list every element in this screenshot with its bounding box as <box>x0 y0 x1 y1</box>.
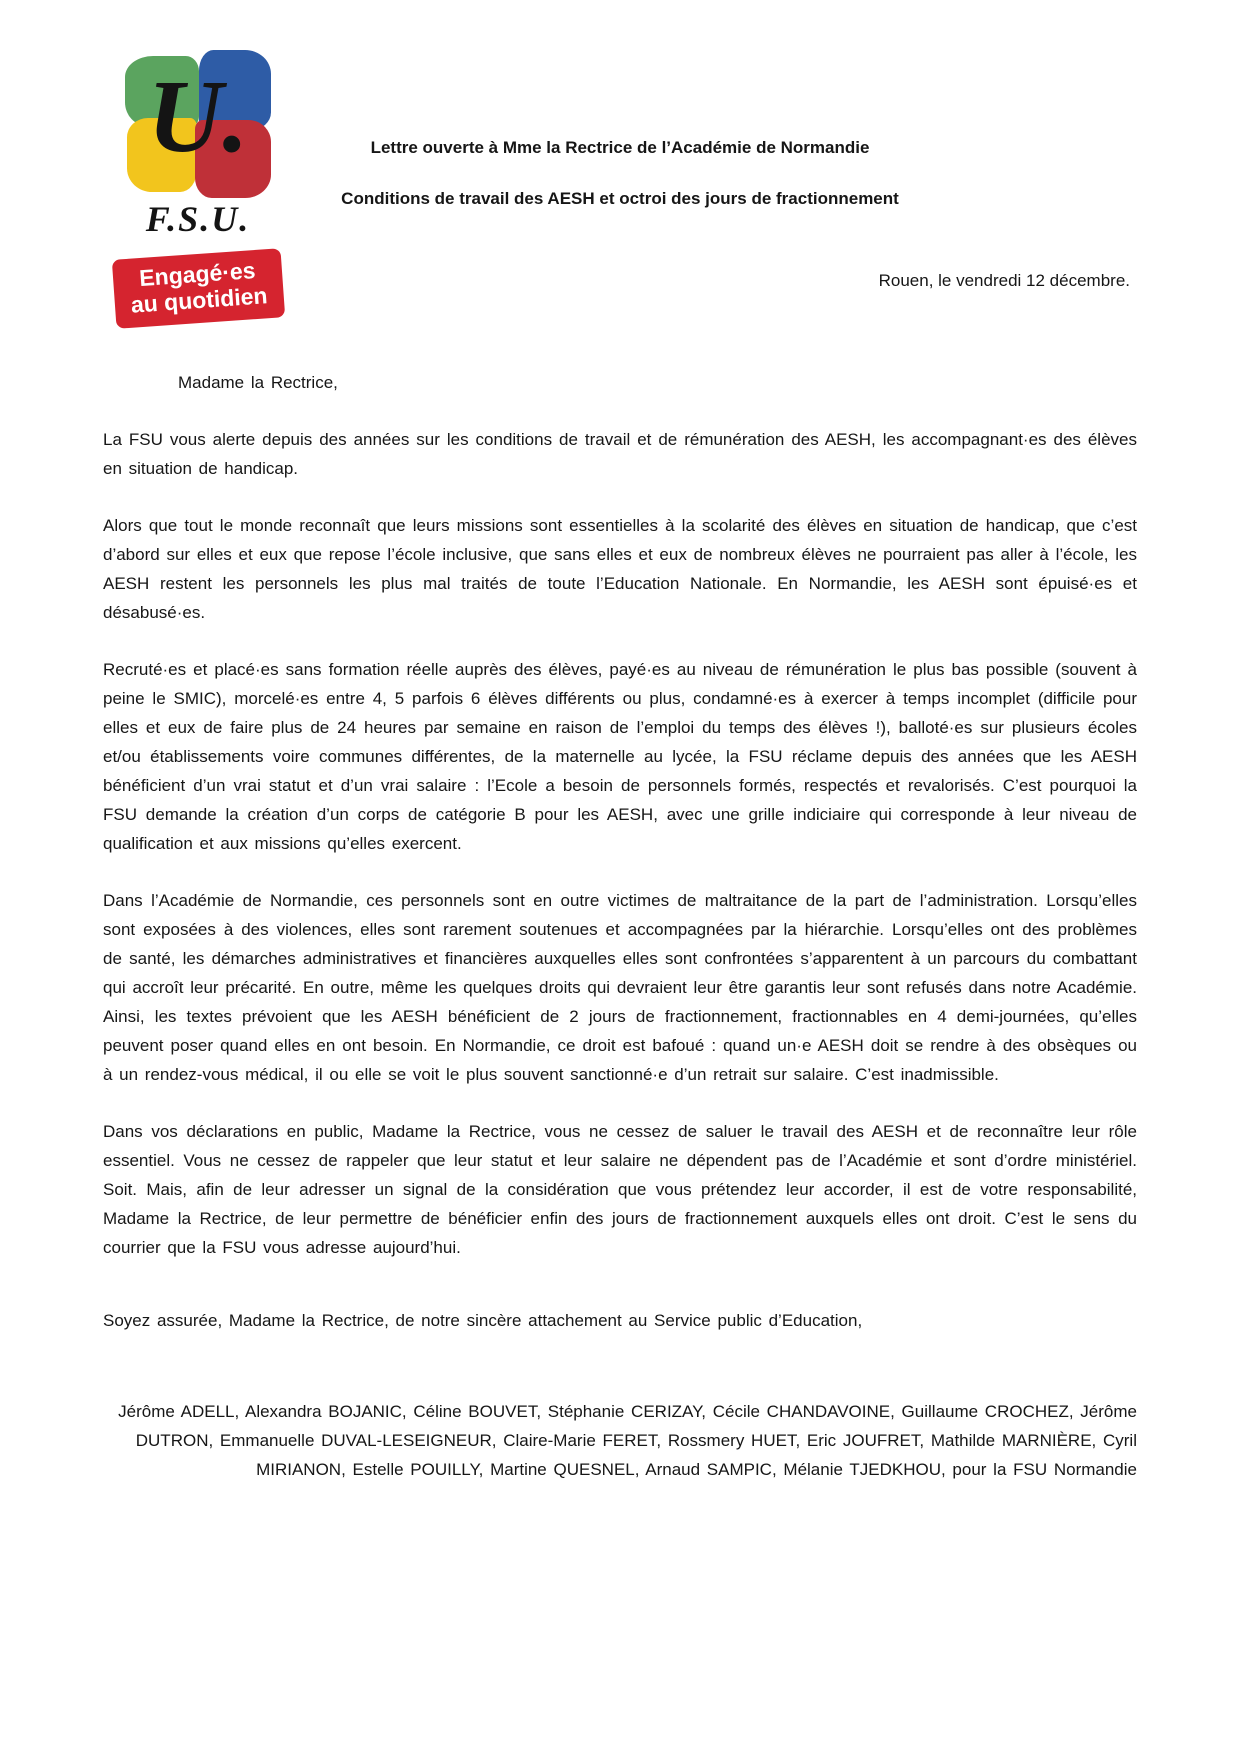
letter-body <box>0 368 1240 1484</box>
fsu-logo-mark <box>125 50 271 194</box>
letter-title-line1: Lettre ouverte à Mme la Rectrice de l’Académie de Normandie <box>370 138 870 157</box>
signatures-block: Jérôme ADELL, Alexandra BOJANIC, Céline BOUVET, Stéphanie CERIZAY, Cécile CHANDAVOINE, Guillaume CROCHEZ, Jérôme DUTRON, Emmanuelle DUVAL-LESEIGNEUR, Claire-Marie FERET, Rossmery HUET, Eric JOUFRET, Mathilde MARNIÈRE, Cyril MIRIANON, Estelle POUILLY, Martine QUESNEL, Arnaud SAMPIC, Mélanie TJEDKHOU, pour la FSU Normandie <box>118 1402 1137 1479</box>
badge-line2: au quotidien <box>129 282 268 319</box>
engagees-badge <box>111 248 284 328</box>
fsu-logo <box>108 50 288 323</box>
body-paragraph: Recruté·es et placé·es sans formation réelle auprès des élèves, payé·es au niveau de rémunération le plus bas possible (souvent à peine le SMIC), morcelé·es entre 4, 5 parfois 6 élèves différents ou plus, condamné·es à exercer à temps incomplet (difficile pour elles et eux de faire plus de 24 heures par semaine en raison de l’emploi du temps des élèves !), balloté·es sur plusieurs écoles et/ou établissements voire communes différentes, de la maternelle au lycée, la FSU réclame depuis des années que les AESH bénéficient d’un vrai statut et d’un vrai salaire : l’Ecole a besoin de personnels formés, respectés et revalorisés. C’est pourquoi la FSU demande la création d’un corps de catégorie B pour les AESH, avec une grille indiciaire qui corresponde à leur niveau de qualification et aux missions qu’elles exercent. <box>103 660 1137 853</box>
closing-line: Soyez assurée, Madame la Rectrice, de notre sincère attachement au Service public d’Education, <box>103 1311 863 1330</box>
date-line: Rouen, le vendredi 12 décembre. <box>878 271 1130 290</box>
letter-header <box>0 0 1240 348</box>
body-paragraph: Dans vos déclarations en public, Madame la Rectrice, vous ne cessez de saluer le travail des AESH et de reconnaître leur rôle essentiel. Vous ne cessez de rappeler que leur statut et leur salaire ne dépendent pas de l’Académie et sont d’ordre ministériel. Soit. Mais, afin de leur adresser un signal de la considération que vous prétendez leur accorder, il est de votre responsabilité, Madame la Rectrice, de leur permettre de bénéficier enfin des jours de fractionnement auxquels elles ont droit. C’est le sens du courrier que la FSU vous adresse aujourd’hui. <box>103 1122 1137 1257</box>
body-paragraph: La FSU vous alerte depuis des années sur les conditions de travail et de rémunération des AESH, les accompagnant·es des élèves en situation de handicap. <box>103 430 1137 478</box>
logo-u-letter: U. <box>147 59 249 174</box>
greeting: Madame la Rectrice, <box>178 373 338 392</box>
body-paragraph: Alors que tout le monde reconnaît que leurs missions sont essentielles à la scolarité des élèves en situation de handicap, que c’est d’abord sur elles et eux que repose l’école inclusive, que sans elles et eux de nombreux élèves ne pourraient pas aller à l’école, les AESH restent les personnels les plus mal traités de toute l’Education Nationale. En Normandie, les AESH sont épuisé·es et désabusé·es. <box>103 516 1137 622</box>
logo-org-name: F.S.U. <box>145 199 251 239</box>
body-paragraph: Dans l’Académie de Normandie, ces personnels sont en outre victimes de maltraitance de la part de l’administration. Lorsqu’elles sont exposées à des violences, elles sont rarement soutenues et accompagnées par la hiérarchie. Lorsqu’elles ont des problèmes de santé, les démarches administratives et financières auxquelles elles sont confrontées s’apparentent à un parcours du combattant qui accroît leur précarité. En outre, même les quelques droits qui devraient leur être garantis leur sont refusés dans notre Académie. Ainsi, les textes prévoient que les AESH bénéficient de 2 jours de fractionnement, fractionnables en 4 demi-journées, qu’elles peuvent poser quand elles en ont besoin. En Normandie, ce droit est bafoué : quand un·e AESH doit se rendre à des obsèques ou à un rendez-vous médical, il ou elle se voit le plus souvent sanctionné·e d’un retrait sur salaire. C’est inadmissible. <box>103 891 1137 1084</box>
badge-line1: Engagé·es <box>138 257 256 292</box>
letter-title-line2: Conditions de travail des AESH et octroi des jours de fractionnement <box>341 189 899 208</box>
